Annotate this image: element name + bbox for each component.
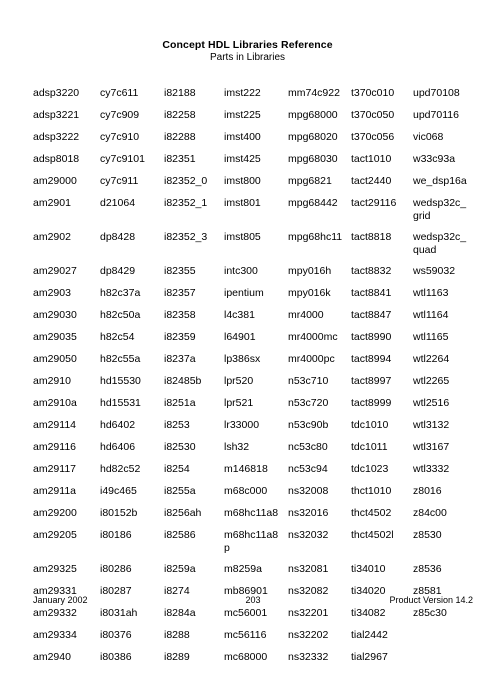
part-name-cell: wtl1165: [413, 331, 449, 343]
part-name-cell: t370c050: [351, 109, 395, 121]
part-name-cell: i80186: [100, 529, 132, 541]
part-name-cell: t370c056: [351, 131, 395, 143]
table-row: [33, 529, 473, 563]
part-name-cell: dp8429: [100, 265, 136, 277]
part-name-cell: z8530: [413, 529, 442, 541]
part-name-cell: ti34020: [351, 585, 386, 597]
part-name-cell: [413, 651, 473, 673]
part-name-cell: lsh32: [224, 441, 250, 453]
part-name-cell: am29000: [33, 175, 77, 187]
part-name-cell: wtl2264: [413, 353, 450, 365]
table-row: [33, 441, 473, 463]
part-name-cell: am29050: [33, 353, 77, 365]
parts-table: [33, 87, 473, 673]
part-name-cell: adsp3220: [33, 87, 80, 99]
part-name-cell: wtl2265: [413, 375, 450, 387]
part-name-cell: mpg68020: [288, 131, 338, 143]
part-name-cell: am29027: [33, 265, 77, 277]
part-name-cell: mc56116: [224, 629, 267, 641]
part-name-cell: m146818: [224, 463, 268, 475]
part-name-cell: n53c720: [288, 397, 329, 409]
part-name-cell: mpg68hc11: [288, 231, 343, 243]
part-name-cell: i8237a: [164, 353, 196, 365]
part-name-cell: i82352_0: [164, 175, 208, 187]
part-name-cell: tact8818: [351, 231, 392, 243]
part-name-cell: cy7c911: [100, 175, 139, 187]
part-name-cell: imst805: [224, 231, 261, 243]
part-name-cell: imst222: [224, 87, 261, 99]
part-name-cell: h82c54: [100, 331, 135, 343]
part-name-cell: i49c465: [100, 485, 137, 497]
part-name-cell: hd15531: [100, 397, 141, 409]
part-name-cell: tact8999: [351, 397, 392, 409]
part-name-cell: ns32082: [288, 585, 329, 597]
part-name-cell: imst801: [224, 197, 261, 209]
part-name-cell: tact1010: [351, 153, 392, 165]
part-name-cell: i82188: [164, 87, 196, 99]
part-name-cell: adsp3222: [33, 131, 80, 143]
part-name-cell: i80286: [100, 563, 132, 575]
table-row: [33, 175, 473, 197]
part-name-cell: dp8428: [100, 231, 136, 243]
table-row: [33, 463, 473, 485]
table-row: [33, 331, 473, 353]
part-name-cell: tact8990: [351, 331, 392, 343]
part-name-cell: ws59032: [413, 265, 456, 277]
part-name-cell: t370c010: [351, 87, 395, 99]
part-name-cell: imst425: [224, 153, 261, 165]
part-name-cell: thct4502: [351, 507, 392, 519]
footer-version: Product Version 14.2: [389, 595, 473, 605]
table-row: [33, 197, 473, 231]
part-name-cell: mr4000: [288, 309, 324, 321]
part-name-cell: mr4000mc: [288, 331, 338, 343]
part-name-cell: i82359: [164, 331, 196, 343]
part-name-cell: h82c50a: [100, 309, 141, 321]
part-name-cell: ns32202: [288, 629, 329, 641]
part-name-cell: i80287: [100, 585, 132, 597]
part-name-cell: i8254: [164, 463, 190, 475]
table-row: [33, 507, 473, 529]
part-name-cell: mpg6821: [288, 175, 332, 187]
part-name-cell: am2902: [33, 231, 71, 243]
part-name-cell: am2903: [33, 287, 71, 299]
part-name-cell: n53c710: [288, 375, 329, 387]
page-header: [0, 39, 495, 64]
part-name-cell: i82586: [164, 529, 196, 541]
part-name-cell: nc53c94: [288, 463, 328, 475]
part-name-cell: i8288: [164, 629, 190, 641]
part-name-cell: lpr521: [224, 397, 254, 409]
part-name-cell: z84c00: [413, 507, 447, 519]
table-row: [33, 109, 473, 131]
part-name-cell: mc68000: [224, 651, 268, 663]
part-name-cell: i82485b: [164, 375, 202, 387]
part-name-cell: hd6406: [100, 441, 136, 453]
part-name-cell: tact2440: [351, 175, 392, 187]
part-name-cell: hd6402: [100, 419, 136, 431]
part-name-cell: m8259a: [224, 563, 262, 575]
part-name-cell: mpg68442: [288, 197, 338, 209]
part-name-cell: intc300: [224, 265, 258, 277]
table-row: [33, 153, 473, 175]
part-name-cell: am29334: [33, 629, 77, 641]
part-name-cell: i8274: [164, 585, 190, 597]
part-name-cell: adsp8018: [33, 153, 80, 165]
part-name-cell: z8536: [413, 563, 442, 575]
part-name-cell: i82288: [164, 131, 196, 143]
table-row: [33, 287, 473, 309]
part-name-cell: am29331: [33, 585, 77, 597]
parts-table-body: [33, 87, 473, 673]
part-name-cell: ti34082: [351, 607, 386, 619]
part-name-cell: [413, 629, 473, 651]
part-name-cell: wtl3132: [413, 419, 450, 431]
part-name-cell: hd82c52: [100, 463, 141, 475]
part-name-cell: i80152b: [100, 507, 138, 519]
part-name-cell: h82c55a: [100, 353, 141, 365]
part-name-cell: mpy016h: [288, 265, 332, 277]
part-name-cell: am2910a: [33, 397, 77, 409]
part-name-cell: i82352_1: [164, 197, 208, 209]
part-name-cell: tdc1010: [351, 419, 389, 431]
part-name-cell: wtl2516: [413, 397, 450, 409]
part-name-cell: m68hc11a8: [224, 507, 279, 519]
part-name-cell: tdc1023: [351, 463, 389, 475]
part-name-cell: imst800: [224, 175, 261, 187]
part-name-cell: am2910: [33, 375, 71, 387]
part-name-cell: i82355: [164, 265, 196, 277]
part-name-cell: upd70108: [413, 87, 460, 99]
part-name-cell: z85c30: [413, 607, 447, 619]
table-row: [33, 375, 473, 397]
part-name-cell: cy7c910: [100, 131, 140, 143]
section-subtitle: Parts in Libraries: [209, 52, 286, 63]
table-row: [33, 131, 473, 153]
part-name-cell: imst400: [224, 131, 261, 143]
table-row: [33, 231, 473, 265]
part-name-cell: l64901: [224, 331, 256, 343]
part-name-cell: i8253: [164, 419, 190, 431]
part-name-cell: z8581: [413, 585, 442, 597]
part-name-cell: lpr520: [224, 375, 254, 387]
part-name-cell: am2911a: [33, 485, 77, 497]
part-name-cell: wtl1163: [413, 287, 449, 299]
part-name-cell: mpg68000: [288, 109, 338, 121]
part-name-cell: i82351: [164, 153, 196, 165]
part-name-cell: lr33000: [224, 419, 260, 431]
part-name-cell: am29200: [33, 507, 77, 519]
part-name-cell: i82357: [164, 287, 196, 299]
table-row: [33, 607, 473, 629]
part-name-cell: am29117: [33, 463, 77, 475]
part-name-cell: hd15530: [100, 375, 141, 387]
part-name-cell: w33c93a: [413, 153, 456, 165]
footer-page-number: 203: [245, 595, 261, 605]
part-name-cell: mm74c922: [288, 87, 340, 99]
part-name-cell: am29325: [33, 563, 77, 575]
part-name-cell: mr4000pc: [288, 353, 335, 365]
part-name-cell: tact29116: [351, 197, 397, 209]
part-name-cell: ti34010: [351, 563, 386, 575]
part-name-cell: wedsp32c_ quad: [413, 231, 467, 256]
part-name-cell: ns32332: [288, 651, 329, 663]
part-name-cell: ipentium: [224, 287, 264, 299]
footer-date: January 2002: [33, 595, 88, 605]
part-name-cell: we_dsp16a: [413, 175, 467, 187]
part-name-cell: i8289: [164, 651, 190, 663]
part-name-cell: cy7c9101: [100, 153, 145, 165]
table-row: [33, 265, 473, 287]
part-name-cell: d21064: [100, 197, 136, 209]
table-row: [33, 309, 473, 331]
part-name-cell: ns32008: [288, 485, 329, 497]
part-name-cell: i8284a: [164, 607, 196, 619]
part-name-cell: am29116: [33, 441, 77, 453]
part-name-cell: am2940: [33, 651, 71, 663]
part-name-cell: tdc1011: [351, 441, 388, 453]
part-name-cell: i8031ah: [100, 607, 138, 619]
part-name-cell: lp386sx: [224, 353, 261, 365]
part-name-cell: m68hc11a8 p: [224, 529, 279, 554]
table-row: [33, 353, 473, 375]
part-name-cell: am2901: [33, 197, 71, 209]
table-row: [33, 563, 473, 585]
part-name-cell: mb86901: [224, 585, 268, 597]
table-row: [33, 651, 473, 673]
part-name-cell: l4c381: [224, 309, 255, 321]
part-name-cell: cy7c611: [100, 87, 139, 99]
table-row: [33, 419, 473, 441]
part-name-cell: wtl3167: [413, 441, 450, 453]
part-name-cell: ns32032: [288, 529, 329, 541]
part-name-cell: i8251a: [164, 397, 196, 409]
part-name-cell: mpg68030: [288, 153, 338, 165]
part-name-cell: mc56001: [224, 607, 268, 619]
part-name-cell: i82352_3: [164, 231, 208, 243]
part-name-cell: ns32016: [288, 507, 329, 519]
part-name-cell: i82358: [164, 309, 196, 321]
part-name-cell: am29205: [33, 529, 77, 541]
part-name-cell: adsp3221: [33, 109, 80, 121]
table-row: [33, 87, 473, 109]
part-name-cell: ns32081: [288, 563, 329, 575]
part-name-cell: am29030: [33, 309, 77, 321]
part-name-cell: h82c37a: [100, 287, 141, 299]
part-name-cell: upd70116: [413, 109, 459, 121]
part-name-cell: am29035: [33, 331, 77, 343]
part-name-cell: nc53c80: [288, 441, 328, 453]
part-name-cell: tact8994: [351, 353, 392, 365]
part-name-cell: am29114: [33, 419, 77, 431]
document-title: Concept HDL Libraries Reference: [162, 39, 333, 51]
part-name-cell: i80386: [100, 651, 132, 663]
part-name-cell: wtl1164: [413, 309, 449, 321]
part-name-cell: cy7c909: [100, 109, 140, 121]
part-name-cell: imst225: [224, 109, 261, 121]
part-name-cell: tact8847: [351, 309, 392, 321]
part-name-cell: ns32201: [288, 607, 329, 619]
part-name-cell: tact8832: [351, 265, 392, 277]
part-name-cell: i82530: [164, 441, 196, 453]
part-name-cell: tial2967: [351, 651, 388, 663]
part-name-cell: vic068: [413, 131, 444, 143]
part-name-cell: am29332: [33, 607, 77, 619]
part-name-cell: n53c90b: [288, 419, 329, 431]
part-name-cell: i8259a: [164, 563, 196, 575]
table-row: [33, 397, 473, 419]
part-name-cell: i80376: [100, 629, 132, 641]
part-name-cell: tial2442: [351, 629, 388, 641]
part-name-cell: i82258: [164, 109, 196, 121]
part-name-cell: i8256ah: [164, 507, 202, 519]
part-name-cell: wtl3332: [413, 463, 450, 475]
table-row: [33, 485, 473, 507]
part-name-cell: z8016: [413, 485, 442, 497]
part-name-cell: tact8997: [351, 375, 392, 387]
part-name-cell: tact8841: [351, 287, 392, 299]
part-name-cell: thct1010: [351, 485, 392, 497]
part-name-cell: mpy016k: [288, 287, 331, 299]
table-row: [33, 629, 473, 651]
part-name-cell: wedsp32c_ grid: [413, 197, 467, 222]
part-name-cell: thct4502l: [351, 529, 394, 541]
part-name-cell: i8255a: [164, 485, 196, 497]
part-name-cell: m68c000: [224, 485, 268, 497]
